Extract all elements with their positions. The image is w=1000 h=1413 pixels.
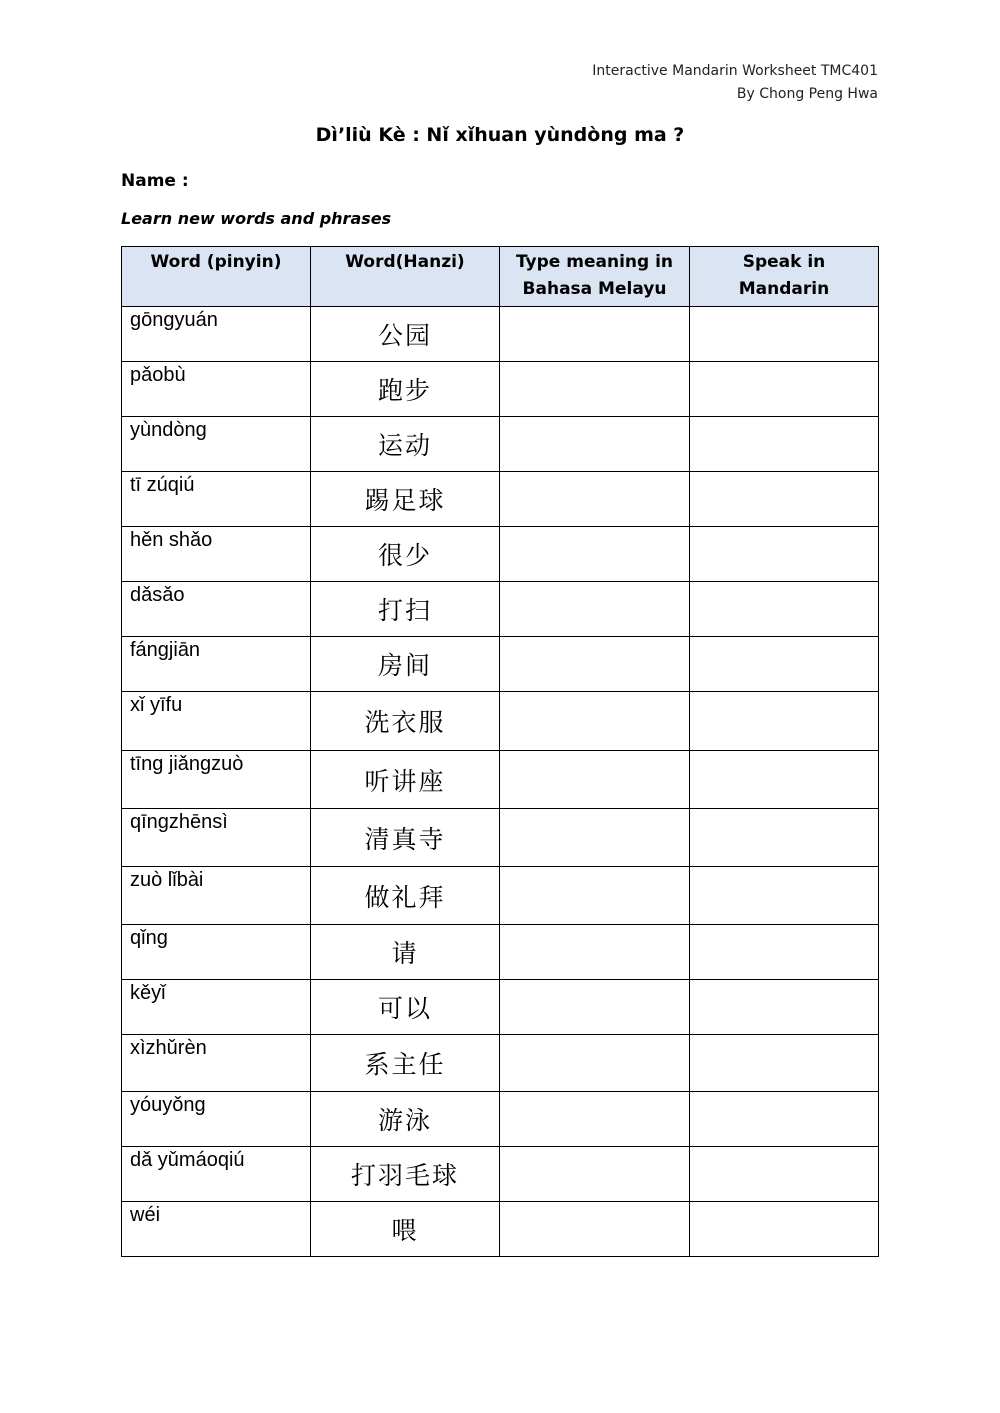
header-pinyin-label: Word (pinyin) — [150, 252, 282, 272]
header-hanzi — [311, 247, 500, 307]
pinyin-cell: yùndòng — [122, 417, 311, 472]
speak-answer-cell[interactable] — [690, 980, 879, 1035]
table-row — [122, 751, 879, 809]
table-row — [122, 1202, 879, 1257]
speak-answer-cell[interactable] — [690, 1035, 879, 1092]
meaning-answer-cell[interactable] — [500, 472, 690, 527]
name-label: Name : — [121, 171, 189, 191]
speak-answer-cell[interactable] — [690, 692, 879, 751]
table-row — [122, 417, 879, 472]
pinyin-cell: qǐng — [122, 925, 311, 980]
speak-answer-cell[interactable] — [690, 417, 879, 472]
vocabulary-table-body — [122, 307, 879, 1257]
hanzi-cell: 做礼拜 — [311, 867, 500, 925]
speak-answer-cell[interactable] — [690, 925, 879, 980]
vocabulary-table — [121, 246, 879, 1257]
table-row — [122, 527, 879, 582]
speak-answer-cell[interactable] — [690, 809, 879, 867]
meaning-answer-cell[interactable] — [500, 417, 690, 472]
table-row — [122, 637, 879, 692]
meaning-answer-cell[interactable] — [500, 980, 690, 1035]
table-row — [122, 362, 879, 417]
meaning-answer-cell[interactable] — [500, 1147, 690, 1202]
meaning-answer-cell[interactable] — [500, 751, 690, 809]
meaning-answer-cell[interactable] — [500, 809, 690, 867]
section-caption: Learn new words and phrases — [121, 209, 392, 228]
table-row — [122, 1092, 879, 1147]
pinyin-cell: xìzhǔrèn — [122, 1035, 311, 1092]
header-pinyin — [122, 247, 311, 307]
table-row — [122, 809, 879, 867]
hanzi-cell: 踢足球 — [311, 472, 500, 527]
speak-answer-cell[interactable] — [690, 637, 879, 692]
hanzi-cell: 听讲座 — [311, 751, 500, 809]
speak-answer-cell[interactable] — [690, 1092, 879, 1147]
pinyin-cell: qīngzhēnsì — [122, 809, 311, 867]
hanzi-cell: 打羽毛球 — [311, 1147, 500, 1202]
pinyin-cell: hěn shǎo — [122, 527, 311, 582]
speak-answer-cell[interactable] — [690, 1147, 879, 1202]
meaning-answer-cell[interactable] — [500, 637, 690, 692]
header-speak — [690, 247, 879, 307]
hanzi-cell: 系主任 — [311, 1035, 500, 1092]
meaning-answer-cell[interactable] — [500, 307, 690, 362]
header-speak-line1: Speak in — [742, 252, 826, 272]
hanzi-cell: 可以 — [311, 980, 500, 1035]
speak-answer-cell[interactable] — [690, 867, 879, 925]
table-row — [122, 582, 879, 637]
hanzi-cell: 游泳 — [311, 1092, 500, 1147]
pinyin-cell: kěyǐ — [122, 980, 311, 1035]
meaning-answer-cell[interactable] — [500, 362, 690, 417]
meaning-answer-cell[interactable] — [500, 582, 690, 637]
hanzi-cell: 很少 — [311, 527, 500, 582]
table-row — [122, 980, 879, 1035]
speak-answer-cell[interactable] — [690, 362, 879, 417]
meaning-answer-cell[interactable] — [500, 1092, 690, 1147]
header-meaning-line1: Type meaning in — [515, 252, 674, 272]
table-row — [122, 867, 879, 925]
worksheet-code: Interactive Mandarin Worksheet TMC401 — [592, 63, 878, 79]
pinyin-cell: pǎobù — [122, 362, 311, 417]
hanzi-cell: 清真寺 — [311, 809, 500, 867]
speak-answer-cell[interactable] — [690, 1202, 879, 1257]
speak-answer-cell[interactable] — [690, 582, 879, 637]
page-title: Dì’liù Kè : Nǐ xǐhuan yùndòng ma ? — [315, 124, 685, 146]
table-row — [122, 307, 879, 362]
hanzi-cell: 喂 — [311, 1202, 500, 1257]
worksheet-author: By Chong Peng Hwa — [736, 86, 878, 102]
meaning-answer-cell[interactable] — [500, 925, 690, 980]
pinyin-cell: tīng jiǎngzuò — [122, 751, 311, 809]
speak-answer-cell[interactable] — [690, 472, 879, 527]
pinyin-cell: dǎ yǔmáoqiú — [122, 1147, 311, 1202]
speak-answer-cell[interactable] — [690, 527, 879, 582]
pinyin-cell: tī zúqiú — [122, 472, 311, 527]
meaning-answer-cell[interactable] — [500, 1202, 690, 1257]
meaning-answer-cell[interactable] — [500, 527, 690, 582]
header-hanzi-label: Word(Hanzi) — [345, 252, 465, 272]
pinyin-cell: gōngyuán — [122, 307, 311, 362]
header-speak-line2: Mandarin — [738, 279, 830, 299]
meaning-answer-cell[interactable] — [500, 692, 690, 751]
table-row — [122, 472, 879, 527]
worksheet-header — [592, 60, 878, 106]
hanzi-cell: 请 — [311, 925, 500, 980]
hanzi-cell: 打扫 — [311, 582, 500, 637]
pinyin-cell: yóuyǒng — [122, 1092, 311, 1147]
speak-answer-cell[interactable] — [690, 751, 879, 809]
hanzi-cell: 房间 — [311, 637, 500, 692]
header-meaning — [500, 247, 690, 307]
table-row — [122, 925, 879, 980]
pinyin-cell: wéi — [122, 1202, 311, 1257]
hanzi-cell: 跑步 — [311, 362, 500, 417]
hanzi-cell: 运动 — [311, 417, 500, 472]
speak-answer-cell[interactable] — [690, 307, 879, 362]
table-row — [122, 692, 879, 751]
pinyin-cell: xǐ yīfu — [122, 692, 311, 751]
pinyin-cell: zuò lǐbài — [122, 867, 311, 925]
hanzi-cell: 洗衣服 — [311, 692, 500, 751]
table-header-row — [122, 247, 879, 307]
meaning-answer-cell[interactable] — [500, 1035, 690, 1092]
pinyin-cell: dǎsǎo — [122, 582, 311, 637]
table-row — [122, 1035, 879, 1092]
header-meaning-line2: Bahasa Melayu — [522, 279, 667, 299]
pinyin-cell: fángjiān — [122, 637, 311, 692]
meaning-answer-cell[interactable] — [500, 867, 690, 925]
table-row — [122, 1147, 879, 1202]
hanzi-cell: 公园 — [311, 307, 500, 362]
